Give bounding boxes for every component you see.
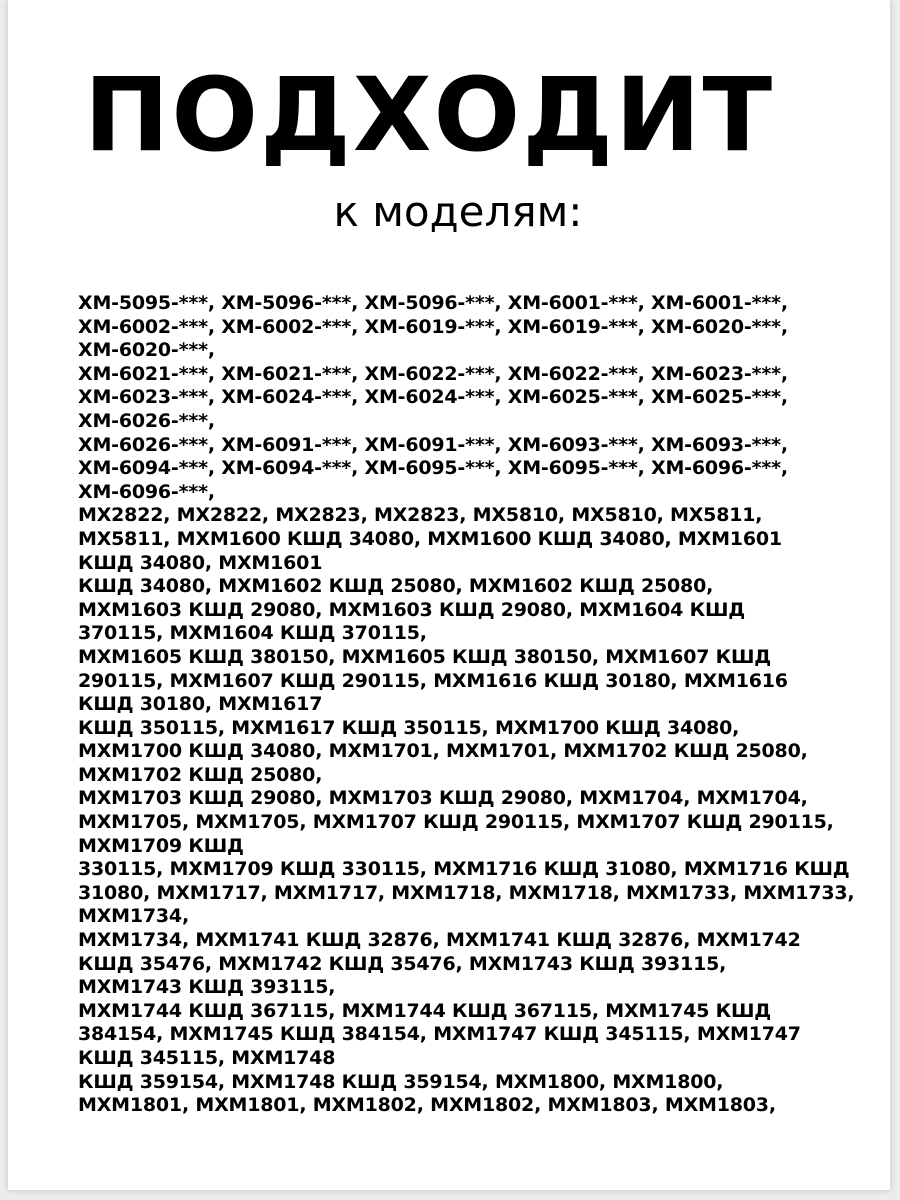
model-list-line: XM-6026-***, xyxy=(78,409,215,432)
model-list-line: MXM1801, MXM1801, MXM1802, MXM1802, MXM1803, MXM1803, xyxy=(78,1094,776,1117)
model-list-line: MXM1603 КШД 29080, MXM1603 КШД 29080, MXM1604 КШД xyxy=(78,598,745,621)
model-list-line: MXM1702 КШД 25080, xyxy=(78,763,323,786)
model-list-line: MXM1743 КШД 393115, xyxy=(78,976,336,999)
page-card xyxy=(8,0,890,1190)
model-list-line: MXM1605 КШД 380150, MXM1605 КШД 380150, MXM1607 КШД xyxy=(78,645,771,668)
model-list-line: КШД 34080, MXM1601 xyxy=(78,551,323,574)
model-list-line: КШД 35476, MXM1742 КШД 35476, MXM1743 КШД 393115, xyxy=(78,952,727,975)
model-list-line: XM-6096-***, xyxy=(78,480,215,503)
model-list-line: КШД 359154, MXM1748 КШД 359154, MXM1800, MXM1800, xyxy=(78,1070,724,1093)
model-list-line: MXM1744 КШД 367115, MXM1744 КШД 367115, MXM1745 КШД xyxy=(78,999,771,1022)
model-list-line: MXM1734, xyxy=(78,905,189,928)
model-list-line: XM-6002-***, XM-6002-***, XM-6019-***, XM-6019-***, XM-6020-***, xyxy=(78,315,788,338)
model-list-line: MXM1700 КШД 34080, MXM1701, MXM1701, MXM1702 КШД 25080, xyxy=(78,740,808,763)
model-list-line: XM-6021-***, XM-6021-***, XM-6022-***, XM-6022-***, XM-6023-***, xyxy=(78,362,788,385)
model-list-line: MXM1709 КШД xyxy=(78,834,244,857)
model-list-line: XM-6094-***, XM-6094-***, XM-6095-***, XM-6095-***, XM-6096-***, xyxy=(78,457,788,480)
model-list-line: XM-5095-***, XM-5096-***, XM-5096-***, XM-6001-***, XM-6001-***, xyxy=(78,292,788,314)
model-list-line: КШД 350115, MXM1617 КШД 350115, MXM1700 КШД 34080, xyxy=(78,716,740,739)
model-list-line: 31080, MXM1717, MXM1717, MXM1718, MXM1718, MXM1733, MXM1733, xyxy=(78,881,855,904)
model-list-line: MXM1703 КШД 29080, MXM1703 КШД 29080, MXM1704, MXM1704, xyxy=(78,787,808,810)
model-list-line: XM-6020-***, xyxy=(78,339,215,362)
model-list-line: MXM1734, MXM1741 КШД 32876, MXM1741 КШД 32876, MXM1742 xyxy=(78,929,801,952)
model-list xyxy=(78,292,868,1118)
model-list-line: MX5811, MXM1600 КШД 34080, MXM1600 КШД 34080, MXM1601 xyxy=(78,527,782,550)
model-list-line: КШД 34080, MXM1602 КШД 25080, MXM1602 КШД 25080, xyxy=(78,575,714,598)
model-list-line: MXM1705, MXM1705, MXM1707 КШД 290115, MXM1707 КШД 290115, xyxy=(78,811,834,834)
model-list-line: 290115, MXM1607 КШД 290115, MXM1616 КШД 30180, MXM1616 xyxy=(78,669,788,692)
model-list-line: MX2822, MX2822, MX2823, MX2823, MX5810, MX5810, MX5811, xyxy=(78,504,763,527)
model-list-line: КШД 30180, MXM1617 xyxy=(78,693,323,716)
model-list-line: КШД 345115, MXM1748 xyxy=(78,1047,336,1069)
model-list-line: 384154, MXM1745 КШД 384154, MXM1747 КШД 345115, MXM1747 xyxy=(78,1023,801,1046)
model-list-line: XM-6023-***, XM-6024-***, XM-6024-***, XM-6025-***, XM-6025-***, xyxy=(78,386,788,409)
page-subtitle: к моделям: xyxy=(333,187,583,236)
page-title: ПОДХОДИТ xyxy=(83,56,775,175)
model-list-line: 370115, MXM1604 КШД 370115, xyxy=(78,622,427,645)
model-list-line: 330115, MXM1709 КШД 330115, MXM1716 КШД 31080, MXM1716 КШД xyxy=(78,858,850,881)
model-list-line: XM-6026-***, XM-6091-***, XM-6091-***, XM-6093-***, XM-6093-***, xyxy=(78,433,788,456)
